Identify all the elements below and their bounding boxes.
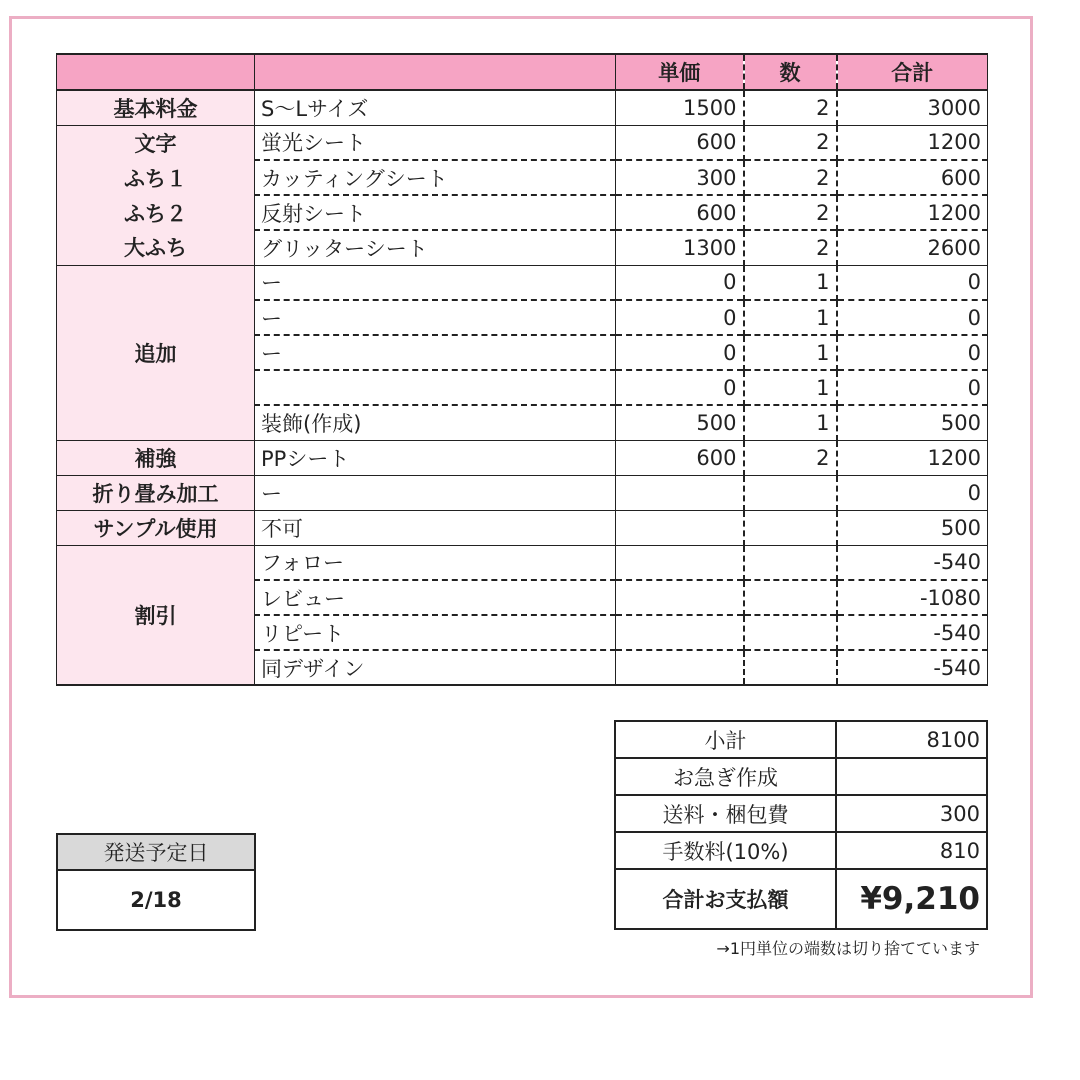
category-label: ふち１: [57, 160, 255, 195]
table-row: [57, 440, 988, 475]
unit-price: 1300: [616, 230, 744, 265]
subtotal-value: 8100: [836, 721, 987, 758]
unit-price: 0: [616, 370, 744, 405]
line-total: 1200: [837, 195, 988, 230]
quantity: 2: [744, 90, 837, 125]
line-total: 500: [837, 405, 988, 440]
header-qty: 数: [744, 54, 837, 90]
quantity: 2: [744, 125, 837, 160]
grand-total-value: ¥9,210: [836, 869, 987, 929]
category-label: 大ふち: [57, 230, 255, 265]
unit-price: [616, 510, 744, 545]
commission-label: 手数料(10%): [615, 832, 836, 869]
summary-row: [615, 795, 987, 832]
quantity: [744, 475, 837, 510]
item-name: リピート: [255, 615, 616, 650]
table-row: [57, 160, 988, 195]
table-row: [57, 265, 988, 300]
category-label: 補強: [57, 440, 255, 475]
line-total: -540: [837, 545, 988, 580]
item-name: レビュー: [255, 580, 616, 615]
item-name: カッティングシート: [255, 160, 616, 195]
line-total: 0: [837, 300, 988, 335]
line-total: 0: [837, 370, 988, 405]
express-label: お急ぎ作成: [615, 758, 836, 795]
item-name: グリッターシート: [255, 230, 616, 265]
quantity: 1: [744, 335, 837, 370]
quantity: 2: [744, 230, 837, 265]
express-value: [836, 758, 987, 795]
item-name: S〜Lサイズ: [255, 90, 616, 125]
item-name: ー: [255, 265, 616, 300]
item-name: 同デザイン: [255, 650, 616, 685]
line-total: 500: [837, 510, 988, 545]
table-row: [57, 230, 988, 265]
table-row: [57, 475, 988, 510]
unit-price: 0: [616, 335, 744, 370]
item-name: フォロー: [255, 545, 616, 580]
quantity: 2: [744, 195, 837, 230]
unit-price: 0: [616, 300, 744, 335]
item-name: 蛍光シート: [255, 125, 616, 160]
item-name: PPシート: [255, 440, 616, 475]
line-total: 1200: [837, 440, 988, 475]
unit-price: [616, 580, 744, 615]
item-name: ー: [255, 475, 616, 510]
line-total: 0: [837, 475, 988, 510]
line-total: -540: [837, 650, 988, 685]
quantity: 1: [744, 405, 837, 440]
unit-price: 500: [616, 405, 744, 440]
unit-price: 1500: [616, 90, 744, 125]
shipping-fee-value: 300: [836, 795, 987, 832]
summary-table: [614, 720, 988, 930]
unit-price: 0: [616, 265, 744, 300]
category-label: 割引: [57, 545, 255, 685]
line-total: 0: [837, 335, 988, 370]
line-total: 600: [837, 160, 988, 195]
unit-price: [616, 650, 744, 685]
line-total: 2600: [837, 230, 988, 265]
line-total: 1200: [837, 125, 988, 160]
item-name: ー: [255, 335, 616, 370]
quantity: [744, 545, 837, 580]
unit-price: 600: [616, 195, 744, 230]
shipping-date-box: [56, 833, 256, 931]
summary-row: [615, 758, 987, 795]
commission-value: 810: [836, 832, 987, 869]
header-price: 単価: [616, 54, 744, 90]
quantity: [744, 510, 837, 545]
category-label: サンプル使用: [57, 510, 255, 545]
quantity: 1: [744, 370, 837, 405]
summary-row: [615, 721, 987, 758]
grand-total-label: 合計お支払額: [615, 869, 836, 929]
unit-price: 600: [616, 125, 744, 160]
table-row: [57, 125, 988, 160]
category-label: 折り畳み加工: [57, 475, 255, 510]
category-label: 基本料金: [57, 90, 255, 125]
rounding-note: →1円単位の端数は切り捨てています: [716, 939, 980, 958]
quantity: 1: [744, 300, 837, 335]
quantity: [744, 650, 837, 685]
item-name: 反射シート: [255, 195, 616, 230]
unit-price: [616, 545, 744, 580]
shipping-fee-label: 送料・梱包費: [615, 795, 836, 832]
quantity: [744, 580, 837, 615]
item-name: 装飾(作成): [255, 405, 616, 440]
unit-price: 300: [616, 160, 744, 195]
unit-price: [616, 475, 744, 510]
item-name: [255, 370, 616, 405]
unit-price: [616, 615, 744, 650]
category-label: 追加: [57, 265, 255, 440]
item-name: 不可: [255, 510, 616, 545]
line-total: -1080: [837, 580, 988, 615]
shipping-date-label: 発送予定日: [57, 834, 255, 870]
total-row: [615, 869, 987, 929]
line-total: 3000: [837, 90, 988, 125]
table-header-row: [57, 54, 988, 90]
quantity: 1: [744, 265, 837, 300]
table-row: [57, 195, 988, 230]
subtotal-label: 小計: [615, 721, 836, 758]
line-total: -540: [837, 615, 988, 650]
quantity: 2: [744, 440, 837, 475]
unit-price: 600: [616, 440, 744, 475]
category-label: ふち２: [57, 195, 255, 230]
header-total: 合計: [837, 54, 988, 90]
table-row: [57, 510, 988, 545]
summary-row: [615, 832, 987, 869]
price-table: [56, 53, 988, 686]
item-name: ー: [255, 300, 616, 335]
header-category-cell: [57, 54, 255, 90]
category-label: 文字: [57, 125, 255, 160]
quantity: [744, 615, 837, 650]
table-row: [57, 545, 988, 580]
table-row: [57, 90, 988, 125]
quantity: 2: [744, 160, 837, 195]
shipping-date-value: 2/18: [57, 870, 255, 930]
header-item-cell: [255, 54, 616, 90]
line-total: 0: [837, 265, 988, 300]
